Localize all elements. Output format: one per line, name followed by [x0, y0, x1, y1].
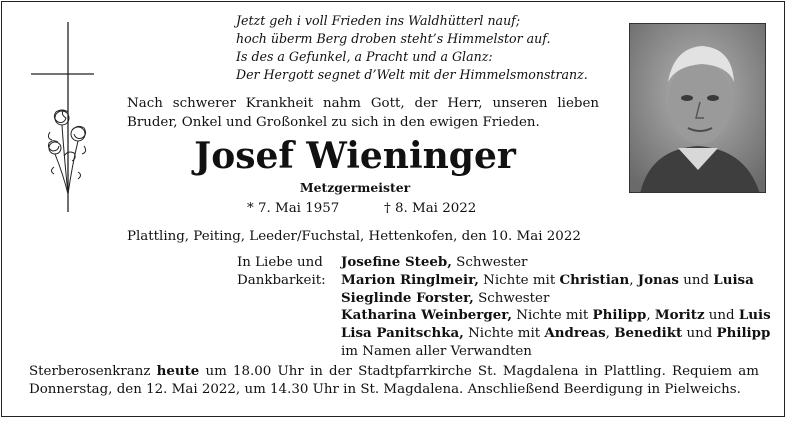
intro-text [127, 95, 599, 132]
separator: und [682, 326, 717, 342]
child-name: Philipp [716, 325, 771, 342]
birth-date: * 7. Mai 1957 [247, 201, 340, 216]
service-notice [29, 362, 759, 399]
mourner-name: Josefine Steeb, [341, 254, 452, 270]
mourner-relation: Nichte mit [463, 326, 545, 342]
deceased-profession: Metzgermeister [299, 180, 411, 195]
mourners-label [237, 254, 326, 290]
intro-line-2: Bruder, Onkel und Großonkel zu sich in den ewigen Frieden. [127, 114, 540, 130]
notice-text: Sterberosenkranz [29, 364, 157, 379]
separator: , [629, 272, 638, 288]
poem-line: Der Hergott segnet d’Welt mit der Himmelsmonstranz. [236, 67, 588, 82]
child-name: Moritz [654, 307, 705, 324]
mourner-relation: Schwester [473, 290, 550, 306]
poem-line: hoch überm Berg droben steht’s Himmelstor auf. [236, 31, 551, 46]
notice-text: um 18.00 Uhr in der Stadtpfarrkirche St. Magdalena in Plattling. Requiem am Donnerstag, den 12. Mai 2022, um 14.30 Uhr in St. Magdalena. Anschließend Beerdigung in Pielweichs. [29, 364, 759, 397]
separator: , [646, 308, 655, 324]
mourner-row [341, 272, 771, 290]
intro-line-1: Nach schwerer Krankheit nahm Gott, der Herr, unseren lieben [127, 96, 599, 111]
separator: , [605, 326, 615, 342]
mourner-name: Marion Ringlmeir, [341, 271, 479, 288]
mourners-closing: im Namen aller Verwandten [341, 343, 532, 359]
cross-with-roses-icon [28, 22, 100, 212]
mourner-relation: Nichte mit [511, 308, 593, 324]
mourner-name: Sieglinde Forster, [341, 289, 474, 306]
notice-emphasis: heute [156, 363, 200, 379]
poem-line: Is des a Gefunkel, a Pracht und a Glanz: [236, 49, 493, 64]
child-name: Luis [738, 307, 771, 324]
mourners-label-line-1: In Liebe und [237, 255, 323, 270]
child-name: Jonas [637, 271, 679, 288]
child-name: Andreas [544, 325, 606, 342]
mourner-relation: Schwester [451, 255, 528, 270]
poem [236, 12, 588, 84]
deceased-name: Josef Wieninger [194, 135, 516, 177]
mourners-list [341, 254, 771, 361]
mourner-name: Katharina Weinberger, [341, 307, 512, 324]
place-and-date: Plattling, Peiting, Leeder/Fuchstal, Hettenkofen, den 10. Mai 2022 [127, 229, 581, 244]
portrait-photo [629, 23, 766, 193]
mourner-row [341, 307, 771, 325]
child-name: Philipp [592, 307, 647, 324]
poem-line: Jetzt geh i voll Frieden ins Waldhütterl nauf; [236, 13, 521, 28]
separator: und [704, 308, 739, 324]
separator: und [678, 272, 714, 288]
mourner-name: Lisa Panitschka, [341, 325, 464, 342]
child-name: Luisa [713, 271, 754, 288]
mourner-relation: Nichte mit [478, 272, 560, 288]
child-name: Benedikt [614, 325, 683, 342]
child-name: Christian [559, 271, 630, 288]
mourner-row [341, 325, 771, 343]
mourner-row [341, 290, 771, 308]
death-date: † 8. Mai 2022 [384, 201, 477, 216]
mourner-row [341, 254, 771, 272]
mourners-label-line-2: Dankbarkeit: [237, 272, 326, 288]
